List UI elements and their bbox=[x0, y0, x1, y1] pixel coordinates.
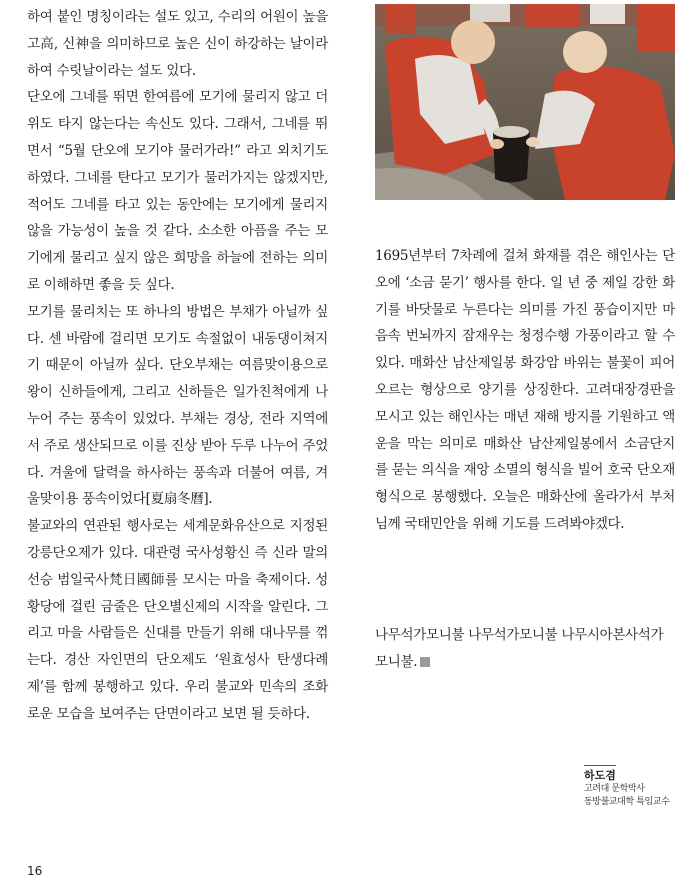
paragraph: 모기를 물리치는 또 하나의 방법은 부채가 아닐까 싶다. 센 바람에 걸리면 모기도 속절없이 내동댕이쳐지기 때문이 아닐까 싶다. 단오부채는 여름맞이용으로 왕이 신하들에게, 그리고 신하들은 일가친척에게 나누어 주는 풍속이 있었다. 부채는 경상, 전라 지역에서 주로 생산되므로 이를 진상 받아 두루 나누어 주었다. 겨울에 달력을 하사하는 풍속과 더불어 여름, 겨울맞이용 풍속이었다[夏扇冬曆]. bbox=[27, 303, 328, 508]
paragraph: 1695년부터 7차례에 걸쳐 화재를 겪은 해인사는 단오에 ‘소금 묻기’ 행사를 한다. 일 년 중 제일 강한 화기를 바닷물로 누른다는 의미를 가진 풍습이지만 마음속 번뇌까지 잠재우는 청정수행 가풍이라고 할 수 있다. 매화산 남산제일봉 화강암 바위는 불꽃이 피어오르는 형상으로 양기를 상징한다. 고려대장경판을 모시고 있는 해인사는 매년 재해 방지를 기원하고 액운을 막는 의미로 매화산 남산제일봉에서 소금단지를 묻는 의식을 재앙 소멸의 형식을 빌어 호국 단오재 형식으로 봉행했다. 오늘은 매화산에 올라가서 부처님께 국태민안을 위해 기도를 드려봐야겠다. bbox=[375, 248, 675, 532]
closing-chant bbox=[375, 622, 675, 676]
author-credential: 고려대 문학박사 bbox=[584, 784, 645, 794]
page-number: 16 bbox=[27, 864, 43, 878]
author-block bbox=[584, 764, 694, 809]
chant-text: 나무석가모니불 나무석가모니불 나무시아본사석가모니불. bbox=[375, 627, 664, 670]
author-credential: 동방불교대학 특임교수 bbox=[584, 797, 670, 807]
author-name: 하도겸 bbox=[584, 765, 616, 783]
paragraph: 단오에 그네를 뛰면 한여름에 모기에 물리지 않고 더위도 타지 않는다는 속신도 있다. 그래서, 그네를 뛰면서 “5월 단오에 모기야 물러가라!” 라고 외치기도 하였다. 그네를 탄다고 모기가 물러가지는 않겠지만, 적어도 그네를 타고 있는 동안에는 모기에게 물리지 않을 가능성이 높을 것 같다. 소소한 아픔을 주는 모기에게 물리고 싶지 않은 희망을 하늘에 전하는 의미로 이해하면 좋을 듯 싶다. bbox=[27, 89, 328, 293]
end-of-article-mark-icon bbox=[420, 657, 430, 667]
monks-salt-ritual-photo bbox=[375, 4, 675, 200]
right-text-column bbox=[375, 243, 675, 538]
paragraph: 하여 붙인 명칭이라는 설도 있고, 수리의 어원이 높을 고高, 신神을 의미하므로 높은 신이 하강하는 날이라 하여 수릿날이라는 설도 있다. bbox=[27, 9, 328, 79]
left-text-column bbox=[27, 4, 328, 728]
paragraph: 불교와의 연관된 행사로는 세계문화유산으로 지정된 강릉단오제가 있다. 대관령 국사성황신 즉 신라 말의 선승 범일국사梵日國師를 모시는 마을 축제이다. 성황당에 걸린 금줄은 단오별신제의 시작을 알린다. 그리고 마을 사람들은 신대를 만들기 위해 대나무를 꺾는다. 경산 자인면의 단오제도 ‘원효성사 탄생다례제’를 함께 봉행하고 있다. 우리 불교와 민속의 조화로운 모습을 보여주는 단면이라고 보면 될 듯하다. bbox=[27, 518, 328, 722]
